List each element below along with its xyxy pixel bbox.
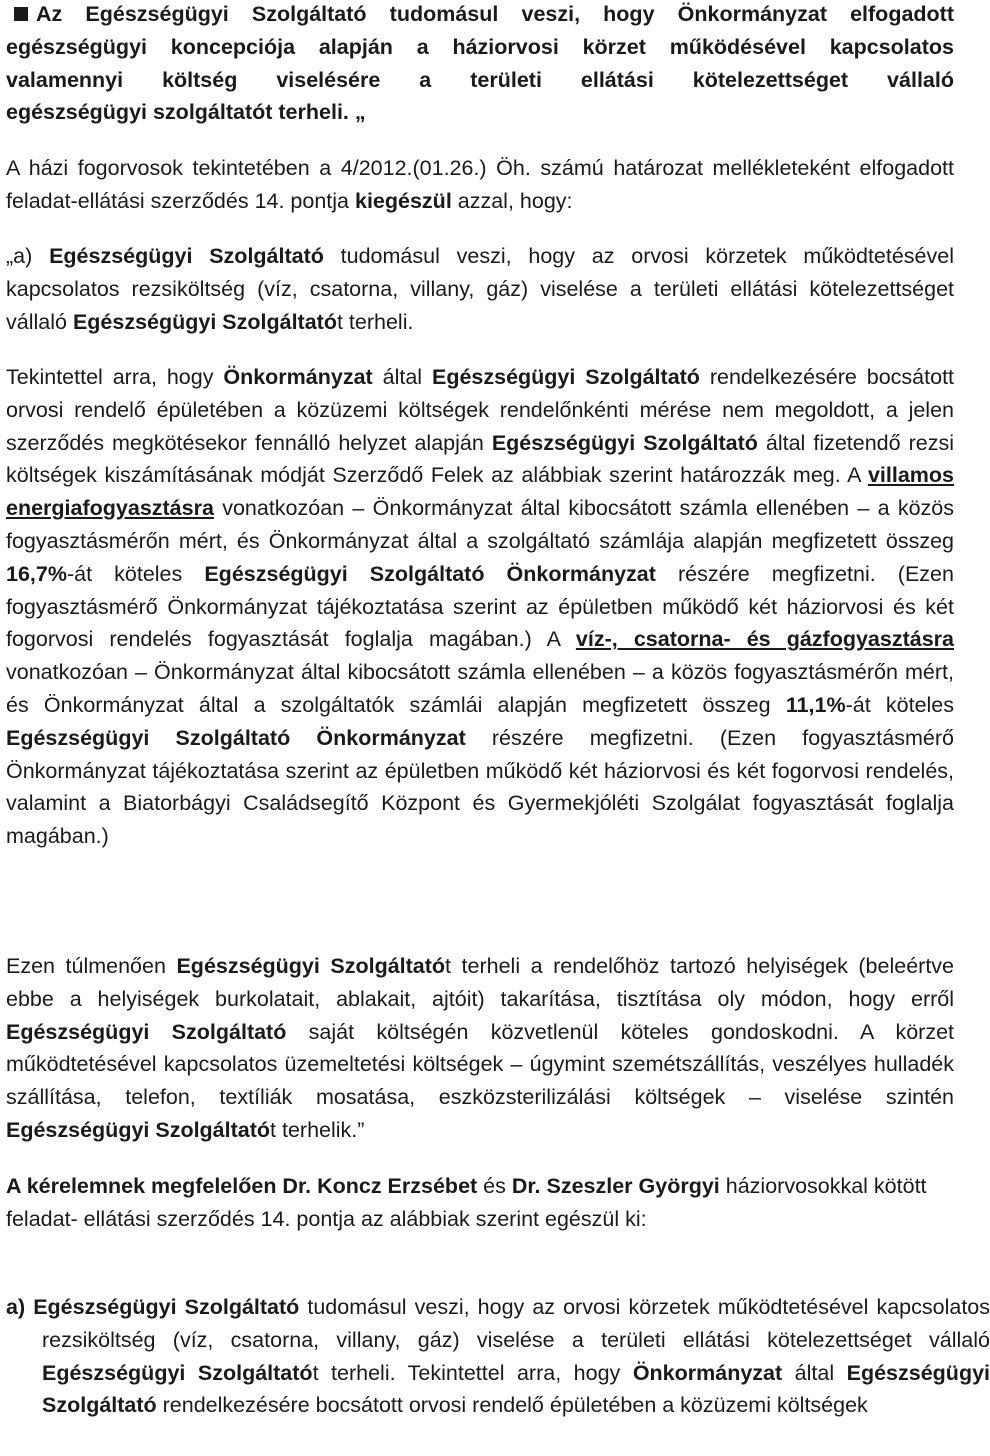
paragraph-text: tudomásul veszi, hogy az orvosi körzetek működtetésével kapcsolatos rezsiköltség (víz, csatorna, villany, gáz) viselése a területi ellátási kötelezettséget vállaló: [42, 1295, 990, 1352]
paragraph-text: részére megfizetni. (Ezen fogyasztásmérő Önkormányzat tájékoztatása szerint az épületben működő két háziorvosi és két fogorvosi rendelés fogyasztását foglalja magában.) A: [6, 561, 954, 652]
paragraph-line: Az Egészségügyi Szolgáltató tudomásul veszi, hogy Önkormányzat elfogadott: [36, 2, 954, 26]
bold-term: 16,7%: [6, 561, 67, 586]
paragraph-line: egészségügyi szolgáltatót terheli. „: [6, 100, 366, 125]
paragraph-text: által: [782, 1360, 847, 1385]
bold-term: villamos energiafogyasztásra: [6, 463, 954, 521]
paragraph-text: vonatkozóan – Önkormányzat által kibocsátott számla ellenében – a közös fogyasztásmérőn mért, és Önkormányzat által a szolgáltatók számlái alapján megfizetett összeg: [6, 660, 954, 717]
paragraph-text: saját költségén közvetlenül köteles gondoskodni. A körzet működtetésével kapcsolatos üzemeltetési költségek – úgymint szemétszállítás, veszélyes hulladék szállítása, telefon, textíliák mosatása, eszközsterilizálási költségek – viselése szintén: [6, 1019, 955, 1110]
list-marker: a): [6, 1295, 34, 1319]
bold-term: Önkormányzat: [632, 1360, 783, 1385]
paragraph-line: valamennyi költség viselésére a területi ellátási kötelezettséget vállaló: [6, 67, 954, 92]
bold-term: Dr. Szeszler Györgyi: [511, 1174, 720, 1198]
bold-term: kiegészül: [355, 188, 452, 213]
paragraph-text: t terheli a rendelőhöz tartozó helyiségek (beleértve ebbe a helyiségek burkolatait, ablakait, ajtóit) takarítása, tisztítása oly módon, hogy erről: [6, 954, 954, 1011]
paragraph-text: háziorvosokkal kötött feladat- ellátási szerződés 14. pontja az alábbiak szerint egészül ki:: [6, 1174, 927, 1231]
bold-term: Egészségügyi Szolgáltató: [72, 309, 337, 334]
paragraph-text: rendelkezésére bocsátott orvosi rendelő épületében a közüzemi költségek rendelőnkénti mérése nem megoldott, a jelen szerződés megkötésekor fennálló helyzet alapján: [6, 365, 955, 455]
bold-term: A kérelemnek megfelelően Dr. Koncz Erzsébet: [6, 1174, 478, 1198]
paragraph-text: rendelkezésére bocsátott orvosi rendelő épületében a közüzemi költségek: [156, 1393, 868, 1418]
list-item-a: [6, 1291, 990, 1422]
bold-term: Egészségügyi Szolgáltató: [6, 1019, 287, 1044]
bold-term: Egészségügyi Szolgáltató: [42, 1360, 990, 1418]
paragraph-text: Ezen túlmenően: [6, 954, 177, 978]
bold-term: Egészségügyi Szolgáltató: [491, 430, 758, 455]
paragraph-text: részére megfizetni. (Ezen fogyasztásmérő Önkormányzat tájékoztatása szerint az épületben működő két háziorvosi és két fogorvosi rendelés, valamint a Biatorbágyi Családsegítő Központ és Gyermekjóléti Szolgálat fogyasztását foglalja magában.): [6, 725, 954, 849]
bold-term: Egészségügyi Szolgáltató: [431, 365, 700, 389]
fogorvos-paragraph: [6, 152, 954, 218]
bullet-paragraph: [6, 0, 954, 129]
cleaning-costs-paragraph: [6, 950, 954, 1147]
paragraph-text: t terheli.: [336, 309, 414, 334]
bold-term: Egészségügyi Szolgáltató: [49, 244, 324, 268]
paragraph-text: tudomásul veszi, hogy az orvosi körzetek működtetésével kapcsolatos rezsiköltség (víz, csatorna, villany, gáz) viselése a területi ellátási kötelezettséget vállaló: [6, 244, 954, 334]
paragraph-text: -át köteles: [66, 561, 205, 586]
paragraph-text: és: [477, 1174, 512, 1198]
bold-term: Egészségügyi Szolgáltató: [42, 1360, 313, 1385]
request-paragraph: [6, 1170, 954, 1236]
paragraph-text: -át köteles: [845, 692, 955, 717]
paragraph-text: vonatkozóan – Önkormányzat által kibocsátott számla ellenében – a közös fogyasztásmérőn mért, és Önkormányzat által a szolgáltató számlája alapján megfizetett összeg: [6, 496, 954, 553]
quote-marker: „a): [6, 244, 50, 268]
amendment-a-paragraph: [6, 240, 954, 338]
bold-term: Önkormányzat: [223, 365, 373, 389]
paragraph-text: által fizetendő rezsi költségek kiszámításának módját Szerződő Felek az alábbiak szerint határozzák meg. A: [6, 430, 954, 488]
paragraph-line: egészségügyi koncepciója alapján a háziorvosi körzet működésével kapcsolatos: [6, 34, 954, 59]
bold-term: Egészségügyi Szolgáltató: [176, 954, 446, 978]
bold-term: Egészségügyi Szolgáltató Önkormányzat: [6, 725, 466, 750]
paragraph-text: t terheli. Tekintettel arra, hogy: [312, 1360, 633, 1385]
bold-term: Egészségügyi Szolgáltató Önkormányzat: [204, 561, 656, 586]
bold-term: Egészségügyi Szolgáltató: [6, 1117, 271, 1142]
bullet-square-icon: [14, 7, 28, 21]
bold-term: víz-, csatorna- és gázfogyasztásra: [575, 627, 954, 652]
paragraph-text: Tekintettel arra, hogy: [6, 365, 224, 389]
bold-term: Egészségügyi Szolgáltató: [33, 1295, 300, 1319]
paragraph-text: t terhelik.”: [270, 1117, 365, 1142]
bold-term: 11,1%: [785, 692, 846, 717]
paragraph-text: A házi fogorvosok tekintetében a 4/2012.(01.26.) Öh. számú határozat mellékleteként elfogadott feladat-ellátási szerződés 14. pontja: [6, 156, 954, 213]
cost-calculation-paragraph: [6, 361, 954, 853]
paragraph-text: azzal, hogy:: [451, 188, 573, 213]
paragraph-text: által: [372, 365, 432, 389]
